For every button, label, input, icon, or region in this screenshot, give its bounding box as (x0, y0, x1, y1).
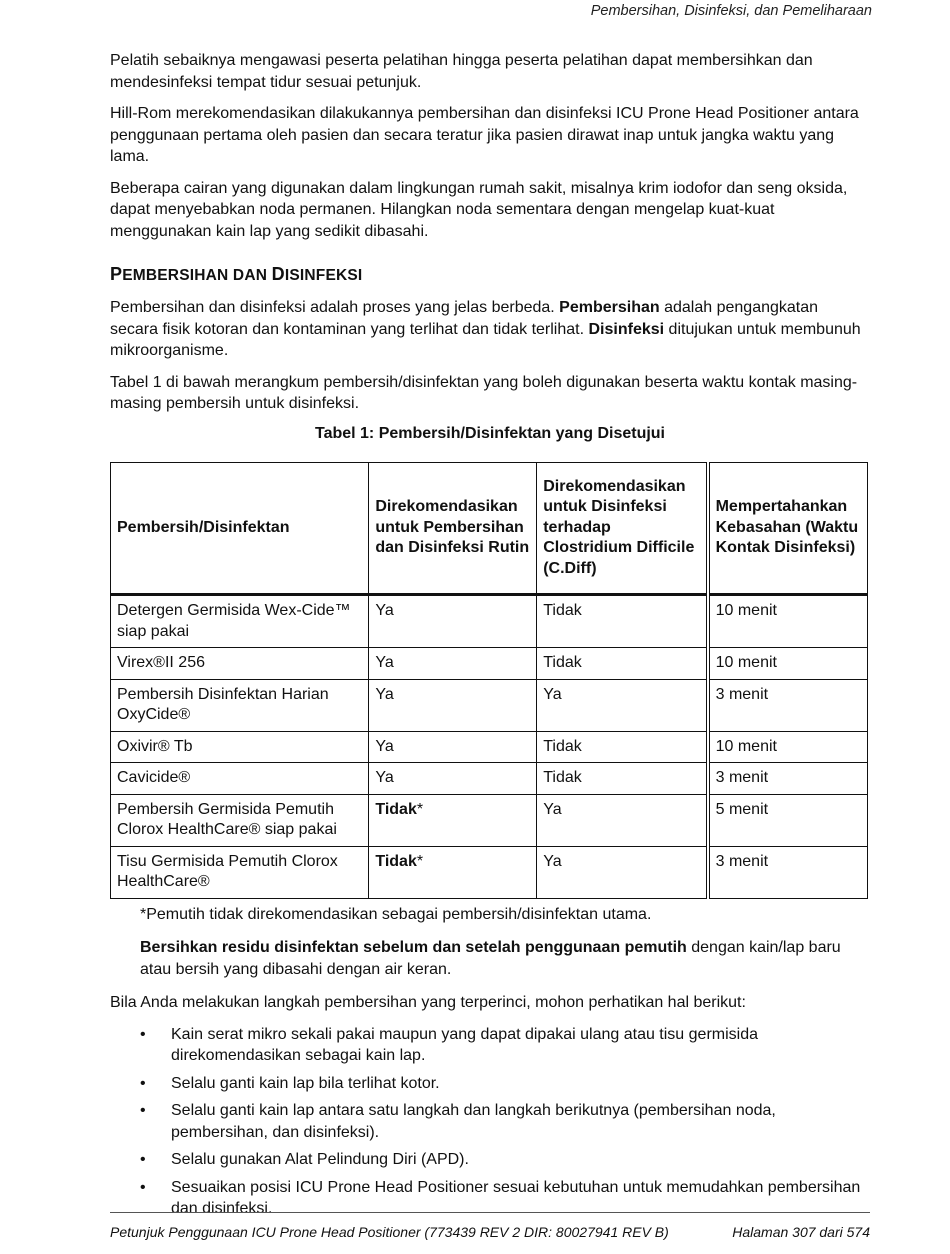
intro-paragraph-3: Beberapa cairan yang digunakan dalam lingkungan rumah sakit, misalnya krim iodofor dan seng oksida, dapat menyebabkan noda permanen. Hilangkan noda sementara dengan mengelap kuat-kuat menggunakan kain lap yang sedikit dibasahi. (110, 179, 848, 240)
column-header-cdiff: Direkomendasikan untuk Disinfeksi terhadap Clostridium Difficile (C.Diff) (537, 462, 708, 595)
table-row (111, 648, 868, 680)
cell-routine: Ya (369, 595, 537, 648)
cell-cleaner: Oxivir® Tb (111, 731, 369, 763)
definition-paragraph: Pembersihan dan disinfeksi adalah proses yang jelas berbeda. Pembersihan adalah pengangkatan secara fisik kotoran dan kontaminan yang terlihat dan tidak terlihat. Disinfeksi ditujukan untuk membunuh mikroorganisme. (110, 299, 861, 359)
cell-cdiff: Tidak (537, 595, 708, 648)
bullet-icon: • (140, 1151, 146, 1168)
cell-routine: Ya (369, 731, 537, 763)
column-header-contact-time: Mempertahankan Kebasahan (Waktu Kontak Disinfeksi) (708, 462, 868, 595)
cell-cleaner: Virex®II 256 (111, 648, 369, 680)
bleach-note: Bersihkan residu disinfektan sebelum dan setelah penggunaan pemutih dengan kain/lap baru atau bersih yang dibasahi dengan air keran. (140, 939, 841, 978)
list-intro: Bila Anda melakukan langkah pembersihan yang terperinci, mohon perhatikan hal berikut: (110, 994, 746, 1011)
cell-cdiff: Tidak (537, 648, 708, 680)
cell-contact-time: 5 menit (708, 794, 868, 846)
cell-cleaner: Pembersih Germisida Pemutih Clorox HealthCare® siap pakai (111, 794, 369, 846)
bullet-icon: • (140, 1102, 146, 1119)
cell-routine: Ya (369, 648, 537, 680)
intro-paragraph-2: Hill-Rom merekomendasikan dilakukannya pembersihan dan disinfeksi ICU Prone Head Positioner antara penggunaan pertama oleh pasien dan secara teratur jika pasien dirawat inap untuk jangka waktu yang lama. (110, 105, 859, 165)
cell-routine: Ya (369, 763, 537, 795)
table-header-row (111, 462, 868, 595)
cell-routine: Ya (369, 679, 537, 731)
list-item: • Sesuaikan posisi ICU Prone Head Positioner sesuai kebutuhan untuk memudahkan pembersihan dan disinfeksi. (140, 1178, 861, 1217)
table-row (111, 595, 868, 648)
list-item: • Selalu ganti kain lap bila terlihat kotor. (110, 1073, 870, 1095)
cell-cdiff: Tidak (537, 731, 708, 763)
list-item: • Selalu gunakan Alat Pelindung Diri (APD). (110, 1149, 870, 1171)
list-item: • Kain serat mikro sekali pakai maupun yang dapat dipakai ulang atau tisu germisida direkomendasikan sebagai kain lap. (140, 1025, 759, 1064)
cell-contact-time: 3 menit (708, 846, 868, 898)
table-row (111, 846, 868, 898)
cleaners-table (110, 462, 868, 899)
running-header: Pembersihan, Disinfeksi, dan Pemeliharaan (590, 3, 872, 19)
table-caption: Tabel 1: Pembersih/Disinfektan yang Disetujui (314, 424, 665, 442)
cell-cleaner: Detergen Germisida Wex-Cide™ siap pakai (111, 595, 369, 648)
cell-routine: Tidak* (369, 846, 537, 898)
table-intro-paragraph: Tabel 1 di bawah merangkum pembersih/disinfektan yang boleh digunakan beserta waktu kontak masing-masing pembersih untuk disinfeksi. (110, 373, 858, 412)
cell-cdiff: Ya (537, 794, 708, 846)
cell-contact-time: 3 menit (708, 679, 868, 731)
cell-contact-time: 10 menit (708, 648, 868, 680)
bullet-icon: • (140, 1178, 146, 1196)
footer-divider (110, 1212, 870, 1213)
column-header-routine: Direkomendasikan untuk Pembersihan dan Disinfeksi Rutin (369, 462, 537, 595)
list-item: • Selalu ganti kain lap antara satu langkah dan langkah berikutnya (pembersihan noda, pembersihan, dan disinfeksi). (140, 1102, 776, 1141)
cell-cleaner: Cavicide® (111, 763, 369, 795)
footer-page-number: Halaman 307 dari 574 (732, 1224, 870, 1240)
guidelines-list (110, 1024, 870, 1220)
column-header-cleaner: Pembersih/Disinfektan (111, 462, 369, 595)
table-row (111, 731, 868, 763)
cell-routine: Tidak* (369, 794, 537, 846)
cell-cleaner: Pembersih Disinfektan Harian OxyCide® (111, 679, 369, 731)
cell-contact-time: 3 menit (708, 763, 868, 795)
cell-cleaner: Tisu Germisida Pemutih Clorox HealthCare® (111, 846, 369, 898)
bullet-icon: • (140, 1074, 146, 1092)
bullet-icon: • (140, 1025, 146, 1043)
table-row (111, 763, 868, 795)
table-row (111, 679, 868, 731)
intro-paragraph-1: Pelatih sebaiknya mengawasi peserta pelatihan hingga peserta pelatihan dapat membersihkan dan mendesinfeksi tempat tidur sesuai petunjuk. (110, 52, 813, 91)
footer-document-title: Petunjuk Penggunaan ICU Prone Head Positioner (773439 REV 2 DIR: 80027941 REV B) (110, 1224, 669, 1240)
cell-cdiff: Ya (537, 679, 708, 731)
cell-contact-time: 10 menit (708, 731, 868, 763)
page-content (110, 50, 870, 1226)
section-heading: PEMBERSIHAN DAN DISINFEKSI (110, 264, 363, 284)
cell-cdiff: Ya (537, 846, 708, 898)
table-footnote: *Pemutih tidak direkomendasikan sebagai pembersih/disinfektan utama. (140, 905, 652, 923)
table-row (111, 794, 868, 846)
cell-contact-time: 10 menit (708, 595, 868, 648)
cell-cdiff: Tidak (537, 763, 708, 795)
